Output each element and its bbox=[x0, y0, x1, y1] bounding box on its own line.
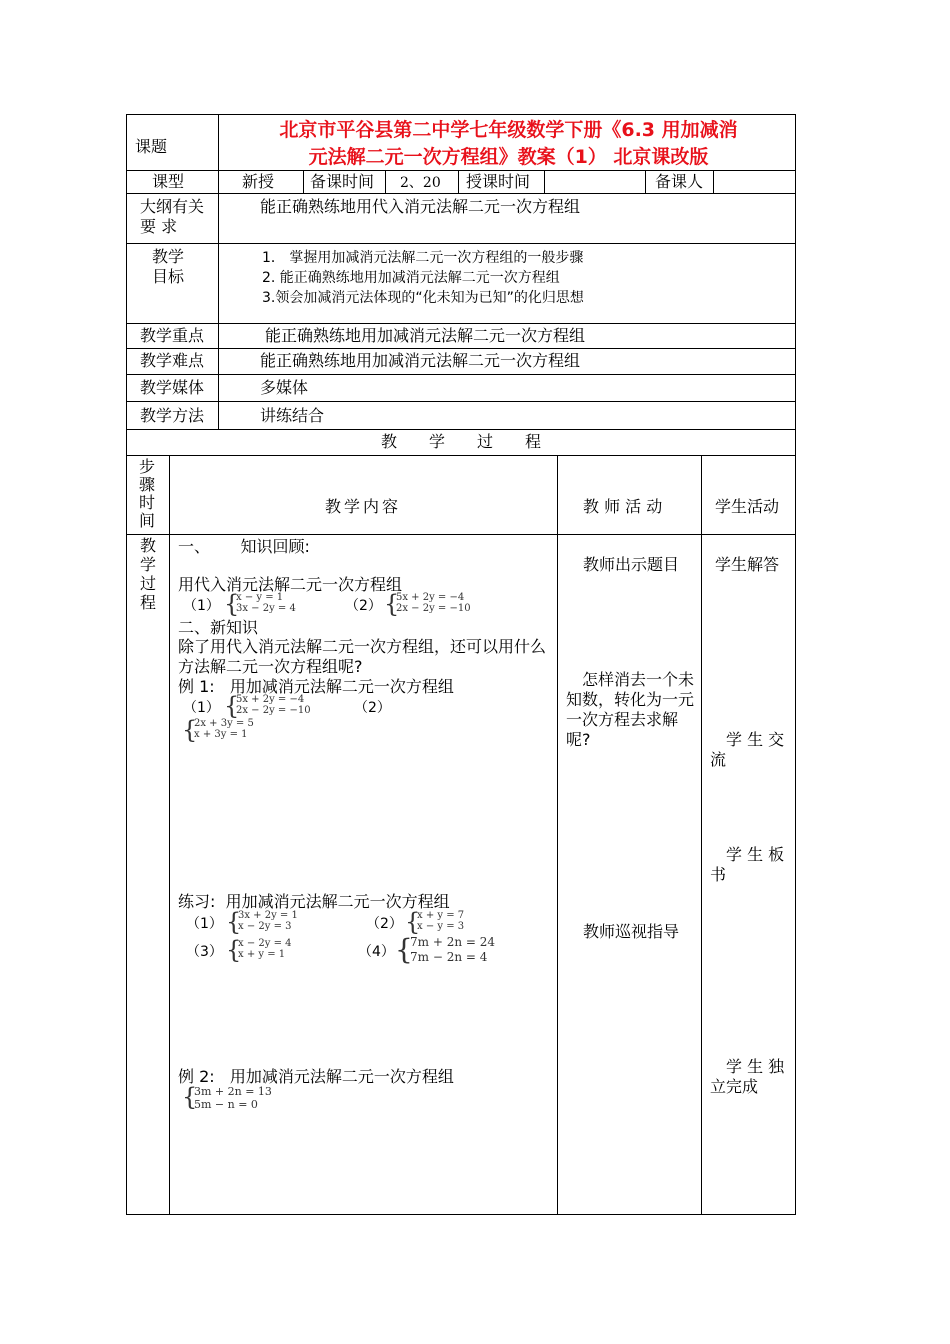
example1-title: 例 1: 用加减消元法解二元一次方程组 bbox=[178, 677, 454, 696]
difficulty-label: 教学难点 bbox=[140, 351, 205, 370]
type-label: 课型 bbox=[152, 172, 185, 191]
preparer-label: 备课人 bbox=[655, 172, 704, 191]
brace-icon: { bbox=[384, 590, 400, 618]
brace-icon: { bbox=[226, 936, 242, 964]
student-activity: 学 生 独立完成 bbox=[710, 1057, 785, 1096]
eq-label: （2） bbox=[366, 916, 403, 932]
review-task: 用代入消元法解二元一次方程组 bbox=[178, 575, 403, 594]
page-title: 北京市平谷县第二中学七年级数学下册《6.3 用加减消 bbox=[279, 119, 738, 141]
equation: 7m − 2n = 4 bbox=[410, 950, 488, 964]
steps-col-char: 间 bbox=[138, 511, 155, 530]
equation: x − y = 3 bbox=[417, 921, 465, 932]
page-title-line2: 元法解二元一次方程组》教案（1） 北京课改版 bbox=[308, 146, 709, 168]
focus-value: 能正确熟练地用加减消元法解二元一次方程组 bbox=[265, 326, 586, 345]
difficulty-value: 能正确熟练地用加减消元法解二元一次方程组 bbox=[260, 351, 581, 370]
example2-title: 例 2: 用加减消元法解二元一次方程组 bbox=[178, 1067, 454, 1086]
eq-label: （3） bbox=[186, 944, 223, 960]
eq-label: （1） bbox=[183, 700, 220, 716]
goal-item: 3.领会加减消元法体现的“化未知为已知”的化归思想 bbox=[262, 290, 584, 306]
goal-item: 2. 能正确熟练地用加减消元法解二元一次方程组 bbox=[262, 270, 560, 286]
equation: x − 2y = 4 bbox=[238, 938, 292, 949]
student-activity: 学 生 板书 bbox=[710, 845, 785, 884]
equation: x − 2y = 3 bbox=[238, 921, 292, 932]
media-label: 教学媒体 bbox=[140, 378, 205, 397]
brace-icon: { bbox=[182, 716, 198, 744]
equation: 5m − n = 0 bbox=[194, 1098, 258, 1111]
syllabus-value: 能正确熟练地用代入消元法解二元一次方程组 bbox=[260, 197, 581, 216]
media-value: 多媒体 bbox=[260, 378, 309, 397]
brace-icon: { bbox=[224, 590, 240, 618]
goal-item: 1． 掌握用加减消元法解二元一次方程组的一般步骤 bbox=[262, 250, 584, 266]
equation: 5x + 2y = −4 bbox=[236, 694, 305, 705]
practice-title: 练习: 用加减消元法解二元一次方程组 bbox=[178, 892, 450, 911]
brace-icon: { bbox=[182, 1083, 198, 1111]
method-value: 讲练结合 bbox=[260, 406, 325, 425]
eq-label: （2） bbox=[345, 598, 382, 614]
question: 除了用代入消元法解二元一次方程组，还可以用什么方法解二元一次方程组呢? bbox=[178, 637, 547, 676]
method-label: 教学方法 bbox=[140, 406, 205, 425]
steps-col-char: 时 bbox=[138, 493, 155, 512]
equation: 3x + 2y = 1 bbox=[238, 910, 298, 921]
steps-col-char: 步 bbox=[138, 457, 155, 476]
steps-cell-char: 过 bbox=[139, 574, 156, 593]
prep-time-label: 备课时间 bbox=[310, 172, 375, 191]
eq-label: （1） bbox=[186, 916, 223, 932]
equation: 2x − 2y = −10 bbox=[396, 603, 471, 614]
teacher-activity: 教师巡视指导 bbox=[583, 922, 680, 941]
topic-label: 课题 bbox=[135, 137, 168, 156]
syllabus-label: 大纲有关 要 求 bbox=[140, 197, 205, 236]
teacher-col-header: 教 师 活 动 bbox=[583, 497, 663, 516]
eq-label: （1） bbox=[183, 598, 220, 614]
eq-label: （4） bbox=[358, 944, 395, 960]
brace-icon: { bbox=[226, 908, 242, 936]
content-col-header: 教学内容 bbox=[325, 497, 402, 516]
equation: x + 3y = 1 bbox=[194, 729, 248, 740]
steps-cell-char: 教 bbox=[139, 536, 156, 555]
equation: x − y = 1 bbox=[236, 592, 284, 603]
equation: 5x + 2y = −4 bbox=[396, 592, 465, 603]
equation: x + y = 1 bbox=[238, 949, 286, 960]
student-activity: 学 生 交流 bbox=[710, 730, 785, 769]
eq-label: （2） bbox=[354, 700, 391, 716]
student-col-header: 学生活动 bbox=[715, 497, 780, 516]
class-time-label: 授课时间 bbox=[466, 172, 531, 191]
student-activity: 学生解答 bbox=[715, 555, 780, 574]
teacher-activity: 怎样消去一个未知数，转化为一元一次方程去求解呢? bbox=[566, 670, 695, 749]
equation: 7m + 2n = 24 bbox=[410, 935, 496, 949]
brace-icon: { bbox=[405, 908, 421, 936]
equation: 3x − 2y = 4 bbox=[236, 603, 296, 614]
type-value: 新授 bbox=[242, 172, 275, 191]
steps-col-char: 骤 bbox=[138, 475, 155, 494]
equation: 2x − 2y = −10 bbox=[236, 705, 311, 716]
brace-icon: { bbox=[224, 692, 240, 720]
steps-cell-char: 程 bbox=[139, 593, 156, 612]
new-knowledge-heading: 二、新知识 bbox=[178, 618, 259, 637]
brace-icon: { bbox=[395, 933, 413, 966]
equation: x + y = 7 bbox=[417, 910, 465, 921]
prep-time-value: 2、20 bbox=[400, 175, 441, 191]
steps-cell-char: 学 bbox=[139, 555, 156, 574]
teacher-activity: 教师出示题目 bbox=[583, 555, 680, 574]
review-heading: 一、 知识回顾: bbox=[178, 537, 310, 556]
equation: 3m + 2n = 13 bbox=[194, 1085, 272, 1098]
equation: 2x + 3y = 5 bbox=[194, 718, 254, 729]
process-heading: 教 学 过 程 bbox=[380, 432, 541, 451]
goals-label: 教学 目标 bbox=[152, 247, 185, 286]
focus-label: 教学重点 bbox=[140, 326, 205, 345]
